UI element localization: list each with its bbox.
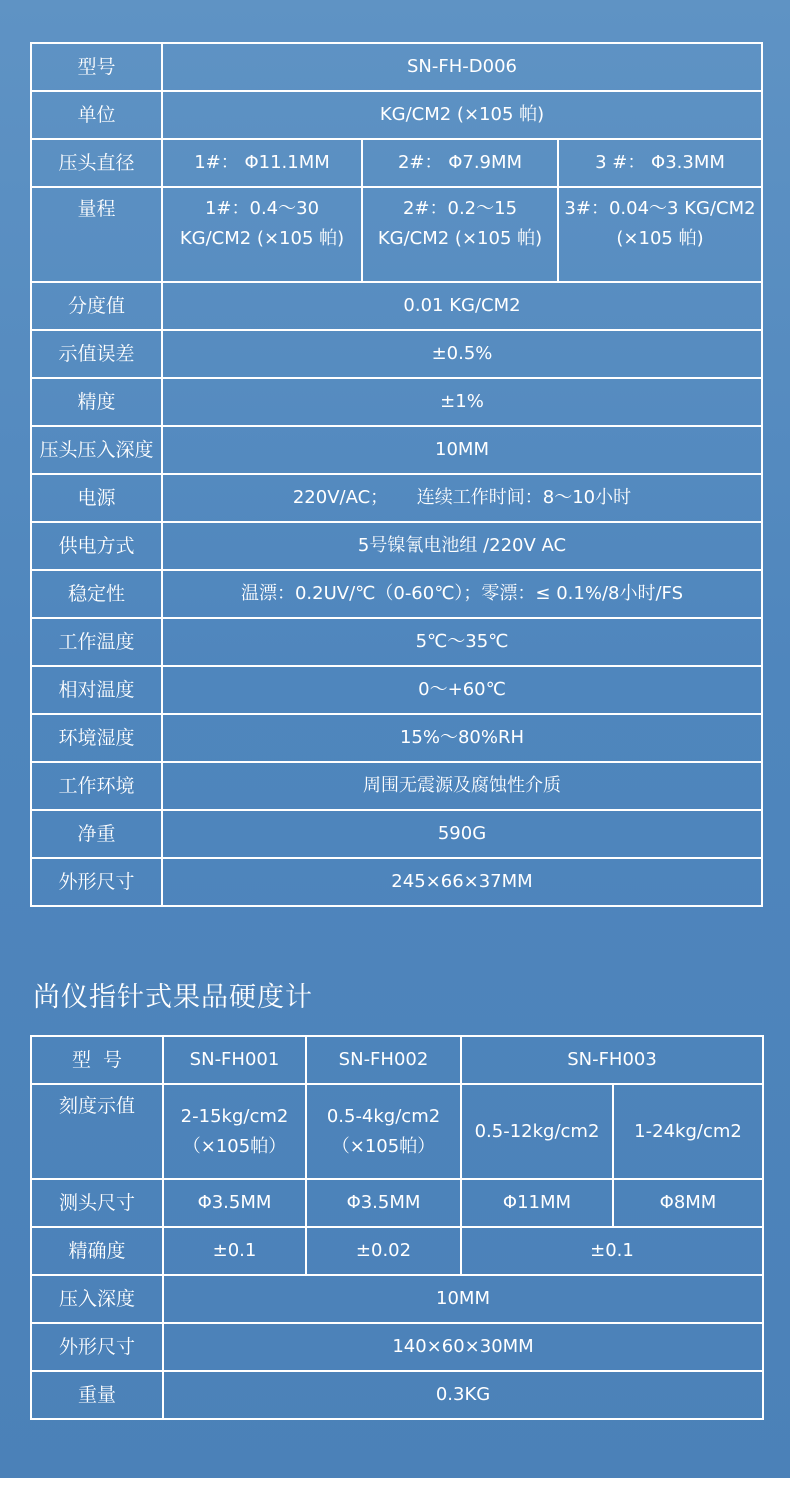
rel-temp-value: 0～+60℃ [162, 666, 762, 714]
error-value: ±0.5% [162, 330, 762, 378]
range-3: 3#：0.04～3 KG/CM2 (×105 帕) [558, 187, 762, 282]
pointer-depth-value: 10MM [163, 1275, 763, 1323]
range-label: 量程 [31, 187, 162, 282]
range-2: 2#：0.2～15 KG/CM2 (×105 帕) [362, 187, 558, 282]
table-row [31, 139, 762, 187]
table-row [31, 522, 762, 570]
table-row [31, 187, 762, 282]
section-title: 尚仪指针式果品硬度计 [33, 982, 313, 1013]
pointer-depth-label: 压入深度 [31, 1275, 163, 1323]
division-value: 0.01 KG/CM2 [162, 282, 762, 330]
model-value: SN-FH-D006 [162, 43, 762, 91]
stability-label: 稳定性 [31, 570, 162, 618]
head-diameter-label: 压头直径 [31, 139, 162, 187]
table-row [31, 666, 762, 714]
accuracy-label: 精确度 [31, 1227, 163, 1275]
table-row [31, 330, 762, 378]
table-row [31, 1179, 763, 1227]
work-temp-label: 工作温度 [31, 618, 162, 666]
table-row [31, 1036, 763, 1084]
table-row [31, 570, 762, 618]
stability-value: 温漂：0.2UV/℃（0-60℃）；零漂：≤ 0.1%/8小时/FS [162, 570, 762, 618]
probe-2: Φ3.5MM [306, 1179, 461, 1227]
power-value: 220V/AC； 连续工作时间：8～10小时 [162, 474, 762, 522]
error-label: 示值误差 [31, 330, 162, 378]
pointer-weight-label: 重量 [31, 1371, 163, 1419]
head-diameter-1: 1#： Φ11.1MM [162, 139, 362, 187]
unit-value: KG/CM2 (×105 帕) [162, 91, 762, 139]
table-row [31, 714, 762, 762]
scale-2: 0.5-4kg/cm2（×105帕） [306, 1084, 461, 1179]
table-row [31, 474, 762, 522]
pointer-spec-table [30, 1035, 764, 1420]
dimensions-label: 外形尺寸 [31, 858, 162, 906]
table-row [31, 858, 762, 906]
table-row [31, 618, 762, 666]
probe-4: Φ8MM [613, 1179, 763, 1227]
scale-4: 1-24kg/cm2 [613, 1084, 763, 1179]
precision-label: 精度 [31, 378, 162, 426]
table-row [31, 762, 762, 810]
division-label: 分度值 [31, 282, 162, 330]
accuracy-1: ±0.1 [163, 1227, 306, 1275]
table-row [31, 1275, 763, 1323]
head-diameter-2: 2#： Φ7.9MM [362, 139, 558, 187]
accuracy-3: ±0.1 [461, 1227, 763, 1275]
dimensions-value: 245×66×37MM [162, 858, 762, 906]
unit-label: 单位 [31, 91, 162, 139]
weight-label: 净重 [31, 810, 162, 858]
probe-1: Φ3.5MM [163, 1179, 306, 1227]
probe-3: Φ11MM [461, 1179, 613, 1227]
head-diameter-3: 3 #： Φ3.3MM [558, 139, 762, 187]
spec-table [30, 42, 763, 907]
pointer-dimensions-value: 140×60×30MM [163, 1323, 763, 1371]
environment-value: 周围无震源及腐蚀性介质 [162, 762, 762, 810]
rel-temp-label: 相对温度 [31, 666, 162, 714]
table-row [31, 1084, 763, 1179]
pointer-model-label: 型 号 [31, 1036, 163, 1084]
table-row [31, 43, 762, 91]
depth-label: 压头压入深度 [31, 426, 162, 474]
table-row [31, 1323, 763, 1371]
accuracy-2: ±0.02 [306, 1227, 461, 1275]
supply-label: 供电方式 [31, 522, 162, 570]
pointer-model-3: SN-FH003 [461, 1036, 763, 1084]
power-label: 电源 [31, 474, 162, 522]
depth-value: 10MM [162, 426, 762, 474]
table-row [31, 426, 762, 474]
table-row [31, 282, 762, 330]
table-row [31, 378, 762, 426]
pointer-model-1: SN-FH001 [163, 1036, 306, 1084]
humidity-label: 环境湿度 [31, 714, 162, 762]
scale-1: 2-15kg/cm2（×105帕） [163, 1084, 306, 1179]
table-row [31, 810, 762, 858]
table-row [31, 1371, 763, 1419]
precision-value: ±1% [162, 378, 762, 426]
table-row [31, 1227, 763, 1275]
bottom-divider [0, 1478, 790, 1493]
pointer-weight-value: 0.3KG [163, 1371, 763, 1419]
probe-label: 测头尺寸 [31, 1179, 163, 1227]
humidity-value: 15%～80%RH [162, 714, 762, 762]
scale-3: 0.5-12kg/cm2 [461, 1084, 613, 1179]
table-row [31, 91, 762, 139]
supply-value: 5号镍氰电池组 /220V AC [162, 522, 762, 570]
environment-label: 工作环境 [31, 762, 162, 810]
pointer-model-2: SN-FH002 [306, 1036, 461, 1084]
work-temp-value: 5℃～35℃ [162, 618, 762, 666]
model-label: 型号 [31, 43, 162, 91]
scale-label: 刻度示值 [31, 1084, 163, 1179]
range-1: 1#：0.4～30 KG/CM2 (×105 帕) [162, 187, 362, 282]
weight-value: 590G [162, 810, 762, 858]
pointer-dimensions-label: 外形尺寸 [31, 1323, 163, 1371]
